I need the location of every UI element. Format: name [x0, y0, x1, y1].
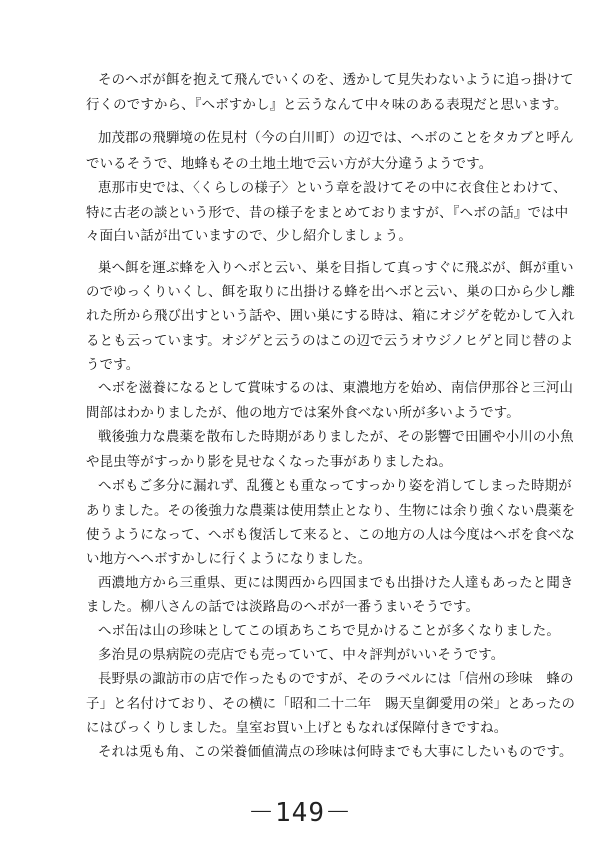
text-line: 多治見の県病院の売店でも売っていて、中々評判がいいそうです。 [98, 648, 505, 663]
text-line: のでゆっくりいくし、餌を取りに出掛ける蜂を出へボと云い、巣の口から少し離 [86, 285, 576, 300]
text-line: へボを滋養になるとして賞味するのは、東濃地方を始め、南信伊那谷と三河山 [98, 381, 574, 396]
text-line: 使うようになって、へボも復活して来ると、この地方の人は今度はへボを食べな [86, 528, 575, 543]
text-line: 恵那市史では、〈くらしの様子〉という章を設けてその中に衣食住とわけて、 [98, 181, 567, 196]
text-line: にはびっくりしました。皇室お買い上げともなれば保障付きですね。 [86, 721, 508, 736]
text-line: 特に古老の談という形で、昔の様子をまとめておりますが、『へボの話』では中 [86, 206, 569, 221]
text-line: 子」と名付けており、その横に「昭和二十二年 賜天皇御愛用の栄」とあったの [86, 697, 576, 712]
text-line: ありました。その後強力な農薬は使用禁止となり、生物には余り強くない農薬を [86, 504, 576, 519]
text-line: い地方へへボすかしに行くようになりました。 [86, 552, 372, 567]
text-line: 加茂郡の飛騨境の佐見村（今の白川町）の辺では、へボのことをタカブと呼ん [98, 131, 574, 146]
text-line: そのヘボが餌を抱えて飛んでいくのを、透かして見失わないように追っ掛けて [98, 73, 574, 88]
text-line: へボもご多分に漏れず、乱獲とも重なってすっかり姿を消してしまった時期が [98, 479, 572, 494]
text-line: ました。柳八さんの話では淡路島のへボが一番うまいそうです。 [86, 600, 480, 615]
text-line: それは兎も角、この栄養価値満点の珍味は何時までも大事にしたいものです。 [98, 745, 573, 760]
text-line: 長野県の諏訪市の店で作ったものですが、そのラベルには「信州の珍味 蜂の [98, 672, 574, 687]
text-line: るとも云っています。オジゲと云うのはこの辺で云うオウジノヒゲと同じ替のよ [86, 334, 574, 349]
text-line: 行くのですから、『へボすかし』と云うなんて中々味のある表現だと思います。 [86, 98, 568, 113]
text-line: 戦後強力な農薬を散布した時期がありましたが、その影響で田圃や小川の小魚 [98, 430, 574, 445]
page-number: －149－ [248, 798, 352, 828]
text-line: 々面白い話が出ていますので、少し紹介しましょう。 [86, 229, 412, 244]
text-line: うです。 [86, 358, 140, 373]
text-line: や昆虫等がすっかり影を見せなくなった事がありましたね。 [86, 455, 453, 470]
text-line: れた所から飛び出すという話や、囲い巣にする時は、箱にオジゲを乾かして入れ [86, 309, 575, 324]
text-line: へボ缶は山の珍味としてこの頃あちこちで見かけることが多くなりました。 [98, 624, 560, 639]
text-line: でいるそうで、地蜂もその土地土地で云い方が大分違うようです。 [86, 157, 493, 172]
text-line: 間部はわかりましたが、他の地方では案外食べない所が多いようです。 [86, 406, 520, 421]
text-line: 西濃地方から三重県、更には関西から四国までも出掛けた人達もあったと聞き [98, 576, 574, 591]
text-line: 巣へ餌を運ぶ蜂を入りへボと云い、巣を目指して真っすぐに飛ぶが、餌が重い [98, 261, 574, 276]
